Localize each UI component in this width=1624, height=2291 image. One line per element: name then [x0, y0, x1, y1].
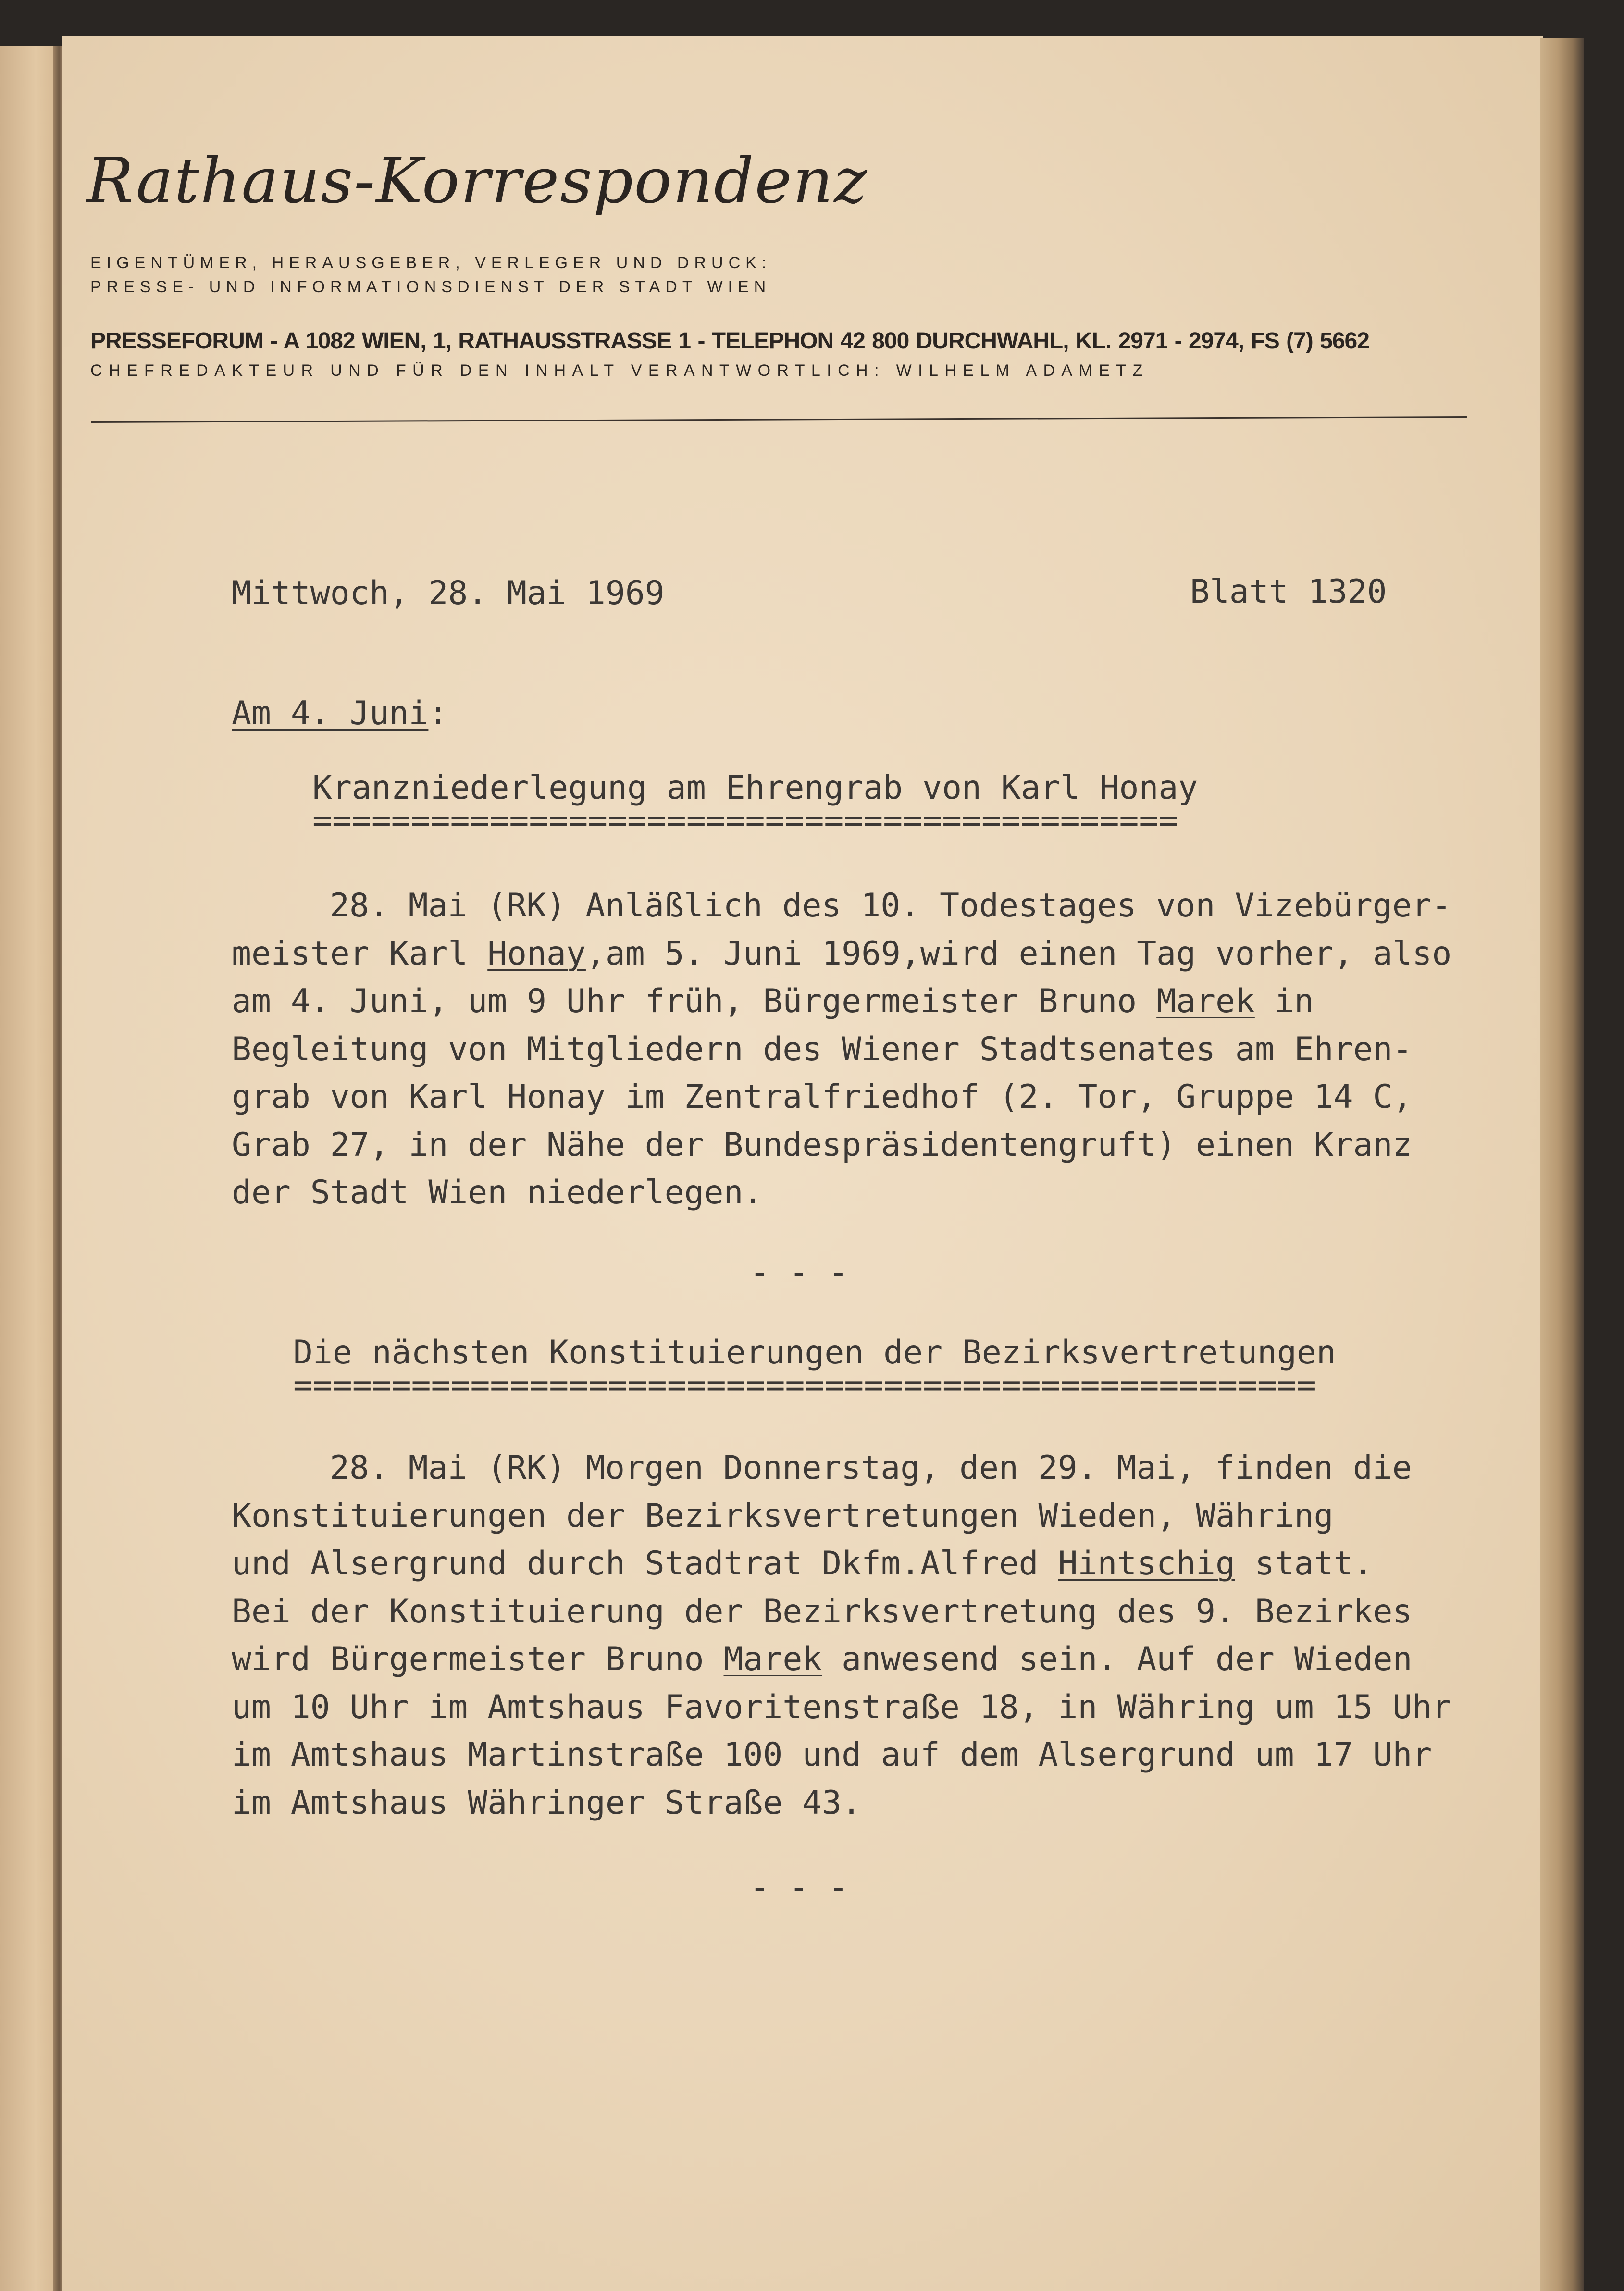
name-hintschig: Hintschig: [1058, 1545, 1235, 1583]
article-2-line: [232, 1540, 1451, 1588]
section-separator: - - -: [750, 1869, 848, 1907]
publisher-line: EIGENTÜMER, HERAUSGEBER, VERLEGER UND DRUCK:: [90, 254, 772, 272]
sheet-number: Blatt 1320: [1190, 573, 1387, 611]
article-1-line: grab von Karl Honay im Zentralfriedhof (2. Tor, Gruppe 14 C,: [232, 1078, 1413, 1116]
article-2-line: im Amtshaus Währinger Straße 43.: [232, 1783, 862, 1822]
article-2-headline: Die nächsten Konstituierungen der Bezirksvertretungen: [293, 1334, 1336, 1372]
name-marek: Marek: [723, 1640, 822, 1678]
text-run: in: [1254, 982, 1314, 1020]
name-honay: Honay: [487, 934, 586, 973]
section-date-text: Am 4. Juni: [232, 694, 429, 732]
text-run: anwesend sein. Auf der Wieden: [822, 1640, 1413, 1678]
document-date: Mittwoch, 28. Mai 1969: [232, 574, 665, 612]
article-1-line: der Stadt Wien niederlegen.: [232, 1174, 763, 1212]
press-service-line: PRESSE- UND INFORMATIONSDIENST DER STADT WIEN: [90, 278, 771, 296]
section-separator: - - -: [750, 1253, 848, 1291]
section-date: [232, 694, 448, 732]
article-1-body: [232, 882, 1451, 1217]
address-line: PRESSEFORUM - A 1082 WIEN, 1, RATHAUSSTRASSE 1 - TELEPHON 42 800 DURCHWAHL, KL. 2971 - 2974, FS (7) 5662: [90, 328, 1369, 354]
page-stack-edge: [1540, 38, 1584, 2291]
article-2-line: um 10 Uhr im Amtshaus Favoritenstraße 18, in Währing um 15 Uhr: [232, 1688, 1452, 1726]
text-run: ,am 5. Juni 1969,wird einen Tag vorher, also: [585, 934, 1452, 973]
article-1-headline-rule: ============================================: [312, 802, 1178, 840]
text-run: statt.: [1235, 1545, 1373, 1583]
section-date-colon: :: [428, 694, 448, 732]
article-2-line: im Amtshaus Martinstraße 100 und auf dem Alsergrund um 17 Uhr: [232, 1736, 1432, 1774]
article-1-line: Grab 27, in der Nähe der Bundespräsidentengruft) einen Kranz: [232, 1126, 1413, 1164]
text-run: meister Karl: [232, 934, 488, 973]
editor-line: CHEFREDAKTEUR UND FÜR DEN INHALT VERANTWORTLICH: WILHELM ADAMETZ: [90, 361, 1149, 380]
article-2-line: Bei der Konstituierung der Bezirksvertretung des 9. Bezirkes: [232, 1592, 1413, 1631]
name-marek: Marek: [1156, 982, 1255, 1020]
text-run: wird Bürgermeister Bruno: [232, 1640, 724, 1678]
article-2-body: [232, 1444, 1451, 1827]
article-1-line: 28. Mai (RK) Anläßlich des 10. Todestages von Vizebürger-: [330, 887, 1451, 925]
article-1-line: [232, 930, 1451, 978]
masthead-title: Rathaus-Korrespondenz: [87, 144, 868, 217]
article-1-line: Begleitung von Mitgliedern des Wiener Stadtsenates am Ehren-: [232, 1030, 1413, 1068]
article-1-headline: Kranzniederlegung am Ehrengrab von Karl Honay: [312, 769, 1198, 807]
article-2-headline-rule: ====================================================: [293, 1366, 1316, 1404]
article-1-line: [232, 978, 1451, 1026]
adjacent-page-edge: [0, 46, 60, 2291]
text-run: und Alsergrund durch Stadtrat Dkfm.Alfred: [232, 1545, 1058, 1583]
text-run: am 4. Juni, um 9 Uhr früh, Bürgermeister Bruno: [232, 982, 1157, 1020]
article-2-line: 28. Mai (RK) Morgen Donnerstag, den 29. Mai, finden die: [330, 1449, 1412, 1487]
article-2-line: [232, 1635, 1451, 1684]
article-2-line: Konstituierungen der Bezirksvertretungen Wieden, Währing: [232, 1497, 1334, 1535]
